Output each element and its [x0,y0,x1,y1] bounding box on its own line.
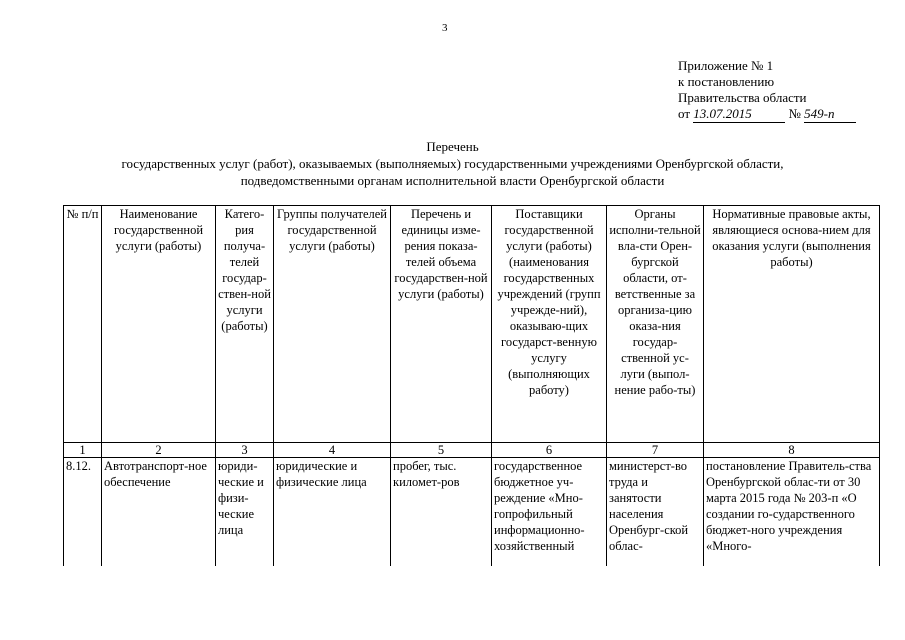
document-subtitle-line1: государственных услуг (работ), оказываемых (выполняемых) государственными учреждениями Оренбургской области, [121,156,784,171]
header-volume-indicators: Перечень и единицы изме-рения показа-телей объема государствен-ной услуги (работы) [391,206,492,443]
header-legal-acts: Нормативные правовые акты, являющиеся основа-нием для оказания услуги (выполнения работы) [704,206,880,443]
from-label: от [678,106,691,121]
row-legal-acts: постановление Правитель-ства Оренбургской облас-ти от 30 марта 2015 года № 203-п «О создании го-сударственного бюджет-ного учреждения «Много- [704,458,880,567]
column-number: 3 [216,443,274,458]
annex-block [678,58,856,123]
annex-date-number [678,106,856,123]
row-num: 8.12. [64,458,102,567]
row-authorities: министерст-во труда и занятости населения Оренбург-ской облас- [607,458,704,567]
annex-title: Приложение № 1 [678,58,774,73]
number-label: № [788,106,801,121]
column-number: 4 [274,443,391,458]
row-suppliers: государственное бюджетное уч-реждение «Мно-гопрофильный информационно-хозяйственный [492,458,607,567]
row-service-name: Автотранспорт-ное обеспечение [102,458,216,567]
resolution-number: 549-п [804,106,856,123]
resolution-date: 13.07.2015 [693,106,785,123]
column-number: 6 [492,443,607,458]
header-recipient-category: Катего-рия получа-телей государ-ствен-ной услуги (работы) [216,206,274,443]
header-num: № п/п [64,206,102,443]
column-number: 2 [102,443,216,458]
column-number: 8 [704,443,880,458]
page-number: 3 [442,22,448,34]
column-number: 1 [64,443,102,458]
row-recipient-groups: юридические и физические лица [274,458,391,567]
row-volume-indicators: пробег, тыс. километ-ров [391,458,492,567]
header-recipient-groups: Группы получателей государственной услуги (работы) [274,206,391,443]
document-title: Перечень [426,139,479,154]
header-service-name: Наименование государственной услуги (работы) [102,206,216,443]
table-row [64,458,880,567]
header-authorities: Органы исполни-тельной вла-сти Орен-бургской области, от-ветственные за организа-цию оказа-ния государ-ственной ус-луги (выпол-нение рабо-ты) [607,206,704,443]
table-header-row [64,206,880,443]
column-number-row [64,443,880,458]
column-number: 5 [391,443,492,458]
column-number: 7 [607,443,704,458]
annex-resolution: к постановлению [678,74,775,89]
header-suppliers: Поставщики государственной услуги (работы) (наименования государственных учреждений (групп учрежде-ний), оказываю-щих государст-венную услугу (выполняющих работу) [492,206,607,443]
row-recipient-category: юриди-ческие и физи-ческие лица [216,458,274,567]
services-table [63,205,880,566]
annex-government: Правительства области [678,90,807,105]
document-subtitle-line2: подведомственными органам исполнительной власти Оренбургской области [240,173,665,188]
